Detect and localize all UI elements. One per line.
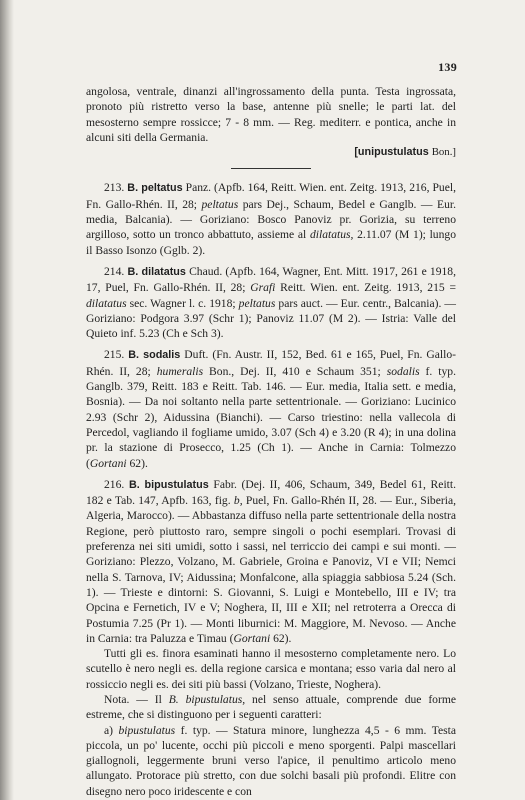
species-name-214: B. dilatatus (127, 265, 186, 278)
page-number: 139 (438, 60, 457, 74)
paragraph-213: 213. B. peltatus Panz. (Apfb. 164, Reitt. Wien. ent. Zeitg. 1913, 216, Puel, Fn. Gallo-Rhén. II, 28; peltatus pars Dej., Schaum, Bedel e Ganglb. — Eur. media, Balcania). — Goriziano: Bosco Panoviz pr. Gorizia, su terreno argilloso, sotto un tronco abbattuto, assieme al dilatatus, 2.11.07 (M 1); lungo il Basso Isonzo (Gglb. 2). (86, 181, 456, 257)
section-divider (231, 168, 311, 169)
species-name-216: B. bipustulatus (128, 478, 209, 491)
paragraph-tutti: Tutti gli es. finora esaminati hanno il mesosterno completamente nero. Lo scutello è nero negli es. della regione carsica e montana; esso varia dal nero al rossiccio negli es. dei siti più bassi (Volzano, Trieste, Noghera). (86, 647, 456, 691)
paragraph-215: 215. B. sodalis Duft. (Fn. Austr. II, 152, Bed. 61 e 165, Puel, Fn. Gallo-Rhén. II, 28; humeralis Bon., Dej. II, 410 e Schaum 351; sodalis f. typ. Ganglb. 379, Reitt. 183 e Reitt. Tab. 146. — Eur. media, Italia sett. e media, Bosnia). — Da noi soltanto nella parte settentrionale. — Goriziano: Lucinico 2.93 (Schr 2), Aidussina (Bianchi). — Carso triestino: nella vallecola di Percedol, vagliando il fogliame umido, 3.07 (Sch 4) e 3.20 (R 4); in una dolina pr. la stazione di Prosecco, 1.25 (Ch 1). — Anche in Carnia: Tolmezzo (Gortani 62). (86, 348, 456, 470)
paragraph-intro: angolosa, ventrale, dinanzi all'ingrossamento della punta. Testa ingrossata, pronoto più ristretto verso la base, antenne più snelle; le parti lat. del mesosterno sempre rossicce; 7 - 8 mm. — Reg. mediterr. e pontica, anche in alcuni siti della Germania. (86, 85, 456, 144)
paragraph-nota: Nota. — Il B. bipustulatus, nel senso attuale, comprende due forme estreme, che si distinguono per i seguenti caratteri: (86, 692, 456, 722)
signature-name: [unipustulatus (354, 146, 429, 159)
page-binding-shadow (0, 0, 14, 800)
paragraph-214: 214. B. dilatatus Chaud. (Apfb. 164, Wagner, Ent. Mitt. 1917, 261 e 1918, 17, Puel, Fn. Gallo-Rhén. II, 28; Grafi Reitt. Wien. ent. Zeitg. 1913, 215 = dilatatus sec. Wagner l. c. 1918; peltatus pars auct. — Eur. centr., Balcania). — Goriziano: Podgora 3.97 (Schr 1); Panoviz 11.07 (M 2). — Istria: Valle del Quieto inf. 5.23 (Ch e Sch 3). (86, 264, 456, 341)
species-name-213: B. peltatus (127, 182, 183, 195)
signature-author: Bon.] (431, 146, 456, 159)
author-signature (86, 145, 456, 160)
paragraph-216: 216. B. bipustulatus Fabr. (Dej. II, 406, Schaum, 349, Bedel 61, Reitt. 182 e Tab. 147, Apfb. 163, fig. b, Puel, Fn. Gallo-Rhén II, 28. — Eur., Siberia, Algeria, Marocco). — Abbastanza diffuso nella parte settentrionale della nostra Regione, però piuttosto raro, sempre singoli o pochi esemplari. Trovasi di preferenza nei siti umidi, sotto i sassi, nel terriccio dei campi e sui monti. — Goriziano: Plezzo, Volzano, M. Gabriele, Groina e Panoviz, VI e VII; Nemci nella S. Tarnova, IV; Aidussina; Monfalcone, alla spiaggia sabbiosa 5.24 (Sch. 1). — Trieste e dintorni: S. Giovanni, S. Luigi e Montebello, III e IV; tra Opcina e Fernetich, IV e V; Noghera, II, III e XII; nel retroterra a Orecca di Postumia 7.25 (Pr 1). — Monti liburnici: M. Maggiore, M. Nevoso. — Anche in Carnia: tra Paluzza e Timau (Gortani 62). (86, 477, 456, 645)
text-body (86, 84, 456, 799)
paragraph-a: a) bipustulatus f. typ. — Statura minore, lunghezza 4,5 - 6 mm. Testa piccola, un po' lucente, occhi più piccoli e meno sporgenti. Palpi mascellari giallognoli, leggermente bruni verso l'apice, il penultimo articolo meno allungato. Protorace più stretto, con due solchi basali più profondi. Elitre con disegno nero poco iridescente e con (86, 723, 456, 798)
species-name-215: B. sodalis (128, 349, 181, 362)
